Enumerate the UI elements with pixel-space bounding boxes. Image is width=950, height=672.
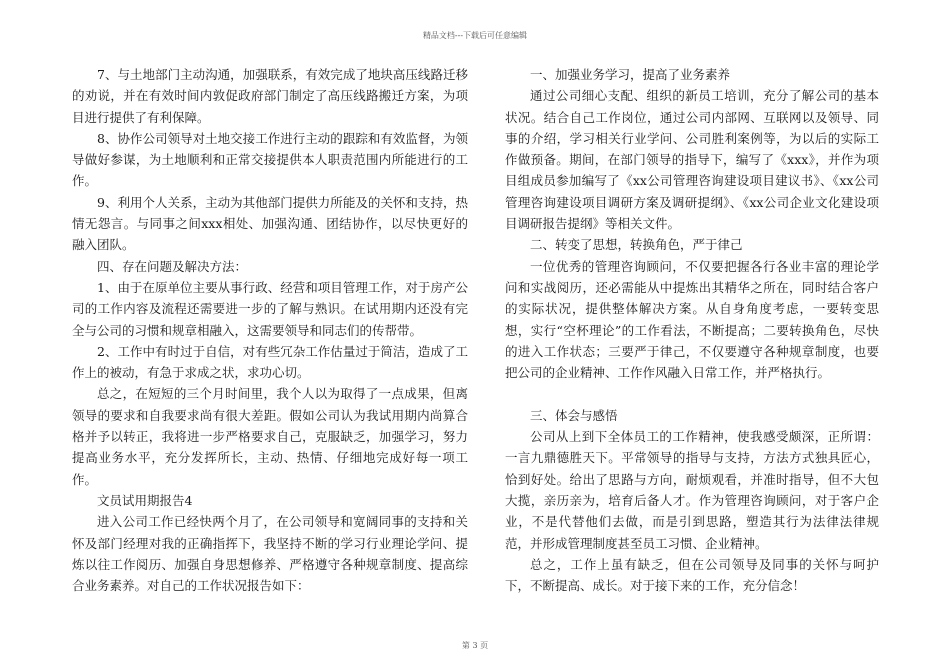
paragraph: 8、协作公司领导对土地交接工作进行主动的跟踪和有效监督，为领导做好参谋，为土地顺利和正常交接提供本人职责范围内所能进行的工作。 [72,130,468,189]
right-column [505,64,879,596]
section-heading: 一、加强业务学习，提高了业务素养 [530,67,731,82]
section-heading: 三、体会与感悟 [530,407,618,423]
paragraph: 1、由于在原单位主要从事行政、经营和项目管理工作，对于房产公司的工作内容及流程还需要进一步的了解与熟识。在试用期内还没有完全与公司的习惯和规章相融入，这需要领导和同志们的传帮带。 [72,279,468,338]
section-heading: 四、存在问题及解决方法： [97,258,248,274]
paragraph: 一位优秀的管理咨询顾问，不仅要把握各行各业丰富的理论学问和实战阅历，还必需能从中提炼出其精华之所在，同时结合客户的实际状况，提供整体解决方案。从自身角度考虑，一要转变思想，实行“空杯理论”的工作看法，不断提高；二要转换角色，尽快的进入工作状态；三要严于律己，不仅要遵守各种规章制度，也要把公司的企业精神、工作作风融入日常工作，并严格执行。 [505,258,879,381]
paragraph: 通过公司细心支配、组织的新员工培训，充分了解公司的基本状况。结合自己工作岗位，通过公司内部网、互联网以及领导、同事的介绍，学习相关行业学问、公司胜利案例等，为以后的实际工作做预备。期间，在部门领导的指导下，编写了《xxx》，并作为项目组成员参加编写了《xx公司管理咨询建设项目建议书》、《xx公司管理咨询建设项目调研方案及调研提纲》、《xx公司企业文化建设项目调研报告提纲》等相关文件。 [505,88,879,232]
page-number: 第 3 页 [461,641,489,650]
report-title: 文员试用期报告4 [97,492,193,508]
paragraph: 总之，工作上虽有缺乏，但在公司领导及同事的关怀与呵护下，不断提高、成长。对于接下来的工作，充分信念！ [505,556,879,594]
paragraph: 进入公司工作已经快两个月了，在公司领导和宽阔同事的支持和关怀及部门经理对我的正确指挥下，我坚持不断的学习行业理论学问、提炼以往工作阅历、加强自身思想修养、严格遵守各种规章制度、提高综合业务素养。对自己的工作状况报告如下： [72,514,468,594]
paragraph: 7、与土地部门主动沟通，加强联系，有效完成了地块高压线路迁移的劝说，并在有效时间内敦促政府部门制定了高压线路搬迁方案，为项目进行提供了有利保障。 [72,67,468,125]
paragraph: 2、工作中有时过于自信，对有些冗杂工作估量过于简洁，造成了工作上的被动，有急于求成之状，求功心切。 [72,343,468,381]
section-heading: 二、转变了思想，转换角色，严于律己 [530,237,743,253]
left-column [72,64,468,596]
page-header: 精品文档---下载后可任意编辑 [422,31,528,40]
paragraph: 9、利用个人关系，主动为其他部门提供力所能及的关怀和支持，热情无怨言。与同事之间xxx相处、加强沟通、团结协作，以尽快更好的融入团队。 [72,194,468,253]
paragraph: 总之，在短短的三个月时间里，我个人以为取得了一点成果，但离领导的要求和自我要求尚有很大差距。假如公司认为我试用期内尚算合格并予以转正，我将进一步严格要求自己，克服缺乏，加强学习，努力提高业务水平，充分发挥所长，主动、热情、仔细地完成好每一项工作。 [72,386,468,487]
spacer [505,383,879,404]
paragraph: 公司从上到下全体员工的工作精神，使我感受颇深，正所谓：一言九鼎德胜天下。平常领导的指导与支持，方法方式独具匠心，恰到好处。给出了思路与方向，耐烦观看，并准时指导，但不大包大揽，亲历亲为，培育后备人才。作为管理咨询顾问，对于客户企业，不是代替他们去做，而是引到思路，塑造其行为法律法律规范，并形成管理制度甚至员工习惯、企业精神。 [505,429,879,551]
